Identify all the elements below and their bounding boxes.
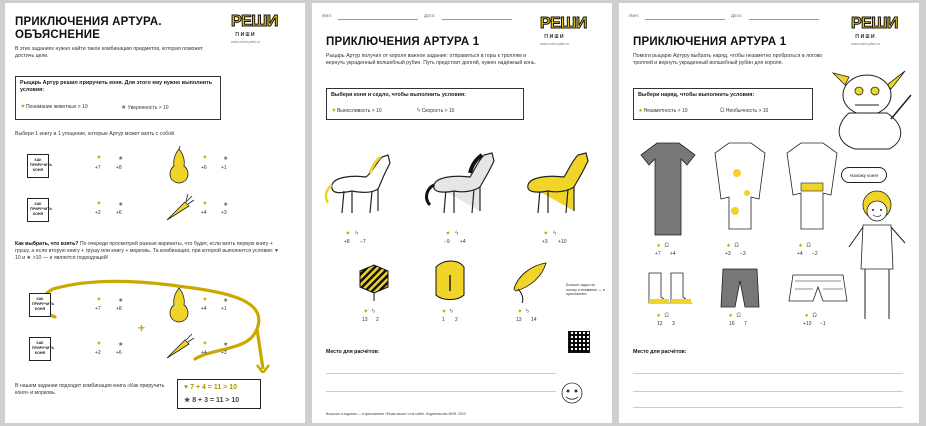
- heart-icon: ♥: [346, 231, 350, 237]
- ex-carrot-heart: +4: [201, 350, 207, 356]
- saddle-1-heart: 13: [362, 317, 368, 323]
- stealth-icon: ♠: [657, 243, 661, 249]
- calc-title: Место для расчётов:: [326, 349, 380, 355]
- condition-1-text: Понимание животных > 10: [25, 104, 88, 110]
- lightning-icon: ϟ: [371, 309, 375, 315]
- heart-icon: ♥: [446, 231, 450, 237]
- book-star-value: +8: [116, 165, 122, 171]
- lightning-icon: ϟ: [455, 231, 459, 237]
- horse-yellow-image: [516, 147, 600, 225]
- heart-icon: ♥: [332, 108, 336, 114]
- qr-code[interactable]: [568, 331, 590, 353]
- condition-title: Выбери наряд, чтобы выполнить условия:: [638, 92, 755, 98]
- logo: [540, 15, 592, 49]
- stealth-icon: ♠: [727, 243, 731, 249]
- pear-star-value: +1: [221, 165, 227, 171]
- path-arrow: [35, 277, 285, 373]
- saddle-3-speed: 14: [531, 317, 537, 323]
- date-label: Дата:: [731, 13, 743, 18]
- heart-icon: ♥: [442, 309, 446, 315]
- footer-text: Вопросы и задания — в приложении «Реши-пиши» и на сайте. Издательство МИФ. 2023: [326, 412, 466, 416]
- condition-1: [21, 104, 88, 110]
- horse-1-stats: [346, 231, 358, 237]
- top-3-stealth: +4: [797, 251, 803, 257]
- logo-site: www.reshi-pishi.ru: [540, 42, 570, 46]
- stealth-icon: ♠: [657, 313, 661, 319]
- ex-carrot-star: +3: [221, 350, 227, 356]
- date-line[interactable]: [442, 19, 512, 20]
- condition-1-text: Выносливость > 10: [336, 108, 382, 114]
- speech-bubble: Нахожу коня!: [841, 167, 887, 183]
- dark-trousers-image: [717, 267, 763, 311]
- logo-bottom: пиши: [544, 32, 565, 40]
- formula-star: ★ 8 + 3 = 11 > 10: [184, 397, 240, 404]
- saddle-feather-image: [508, 259, 552, 305]
- lightning-icon: ϟ: [355, 231, 359, 237]
- intro-text: Помоги рыцарю Артуру выбрать наряд, чтобы незаметно пробраться в логово троллей и вернуть украденный волшебный рубин для короля.: [633, 53, 823, 66]
- condition-2-text: Уверенность > 10: [127, 105, 169, 111]
- book-image: [29, 293, 55, 317]
- book-heart-value: +7: [95, 165, 101, 171]
- bottom-2-stealth: 16: [729, 321, 735, 327]
- logo-top: РЕШИ: [851, 15, 898, 32]
- name-line[interactable]: [338, 19, 418, 20]
- bottom-3-stealth: +10: [803, 321, 812, 327]
- top-1-stealth: +7: [655, 251, 661, 257]
- calc-line[interactable]: [326, 373, 556, 374]
- bottom-1-stealth: 12: [657, 321, 663, 327]
- saddle-yellow-image: [430, 257, 470, 305]
- horse-1-speed: −7: [360, 239, 366, 245]
- star-icon: ★: [118, 156, 124, 162]
- calc-title: Место для расчётов:: [633, 349, 687, 355]
- horse-2-heart: −9: [444, 239, 450, 245]
- page-title: ПРИКЛЮЧЕНИЯ АРТУРА.: [15, 16, 162, 28]
- stealth-icon: ♠: [729, 313, 733, 319]
- horse-3-stats: [544, 231, 556, 237]
- app-promo-text: Больше задач на логику и внимание — в приложении: [566, 283, 605, 296]
- condition-2-text: Скорость > 10: [421, 108, 455, 114]
- ex-book2-heart: +2: [95, 350, 101, 356]
- top-2-stats: [727, 243, 739, 249]
- unusual-icon: Ω: [720, 108, 725, 114]
- unusual-icon: Ω: [812, 313, 817, 319]
- ex-pear-heart: +4: [201, 306, 207, 312]
- star-icon: ★: [223, 156, 229, 162]
- heart-icon: ♥: [97, 201, 101, 207]
- striped-shorts-image: [787, 271, 849, 309]
- logo: [231, 13, 283, 47]
- how-title: Как выбрать, что взять?: [15, 241, 79, 247]
- pear-image: [165, 146, 193, 186]
- heart-icon: ♥: [203, 201, 207, 207]
- top-3-unusual: −2: [812, 251, 818, 257]
- condition-1-text: Незаметность > 10: [643, 108, 688, 114]
- stealth-icon: ♠: [799, 243, 803, 249]
- star-icon: ★: [223, 342, 229, 348]
- condition-1: [639, 108, 687, 114]
- condition-title: Рыцарь Артур решил приручить коня. Для этого ему нужно выполнить условия:: [20, 80, 213, 93]
- star-icon: ★: [118, 298, 124, 304]
- stealth-icon: ♠: [805, 313, 809, 319]
- carrot-heart-value: +4: [201, 210, 207, 216]
- bottom-2-unusual: 7: [744, 321, 747, 327]
- logo-top: РЕШИ: [231, 13, 278, 30]
- lightning-icon: ϟ: [525, 309, 529, 315]
- heart-icon: ♥: [364, 309, 368, 315]
- saddle-3-stats: [518, 309, 529, 315]
- star-icon: ★: [223, 298, 229, 304]
- pear-image: [165, 285, 193, 325]
- unusual-icon: Ω: [734, 243, 739, 249]
- stat-pair: ♥: [97, 155, 101, 161]
- ex-book-heart: +7: [95, 306, 101, 312]
- saddle-1-speed: 2: [376, 317, 379, 323]
- boots-image: [643, 269, 693, 309]
- condition-2: [121, 104, 169, 111]
- top-2-unusual: −3: [740, 251, 746, 257]
- star-icon: ★: [121, 105, 127, 111]
- condition-2: [720, 108, 768, 114]
- ex-book-star: +8: [116, 306, 122, 312]
- condition-1: [332, 108, 382, 114]
- heart-icon: ♥: [203, 155, 207, 161]
- logo-top: РЕШИ: [540, 15, 587, 32]
- horse-grey-image: [420, 145, 504, 225]
- book-title: КАК ПРИРУЧИТЬ КОНЯ: [30, 202, 53, 216]
- top-2-stealth: +3: [725, 251, 731, 257]
- boy-image: [841, 187, 913, 327]
- logo-bottom: пиши: [855, 32, 876, 40]
- condition-title: Выбери коня и седло, чтобы выполнить условия:: [331, 92, 466, 98]
- book-title: КАК ПРИРУЧИТЬ КОНЯ: [30, 158, 53, 172]
- unusual-icon: Ω: [664, 243, 669, 249]
- horse-2-speed: +4: [460, 239, 466, 245]
- carrot-star-value: +3: [221, 210, 227, 216]
- saddle-2-stats: [442, 309, 453, 315]
- worksheet-outfit: [619, 3, 919, 423]
- book-title: КАК ПРИРУЧИТЬ КОНЯ: [32, 341, 55, 355]
- condition-2-text: Необычность > 10: [725, 108, 769, 114]
- how-text: По очереди просмотрей разные варианты, что будет, если взять первую книгу + грушу, а если вторую книгу + грушу или книгу + морковь. Та комбинация, при которой выполнится условие: ♥ 10 и ★ >10 — и является подходящей!: [15, 241, 278, 261]
- condition-2: [417, 108, 454, 114]
- saddle-2-heart: 1: [442, 317, 445, 323]
- bottom-1-stats: [657, 313, 669, 319]
- troll-doodle-image: [552, 379, 594, 409]
- troll-image: [825, 55, 915, 151]
- how-section: [15, 241, 285, 262]
- choose-text: Выбери 1 книгу и 1 угощение, которые Артур может взять с собой.: [15, 131, 176, 137]
- book-image: [29, 337, 55, 361]
- book-image: [27, 198, 53, 222]
- logo: [851, 15, 903, 49]
- ex-book2-star: +6: [116, 350, 122, 356]
- page-title: ПРИКЛЮЧЕНИЯ АРТУРА 1: [633, 36, 787, 48]
- heart-icon: ♥: [518, 309, 522, 315]
- heart-icon: ♥: [97, 297, 101, 303]
- calc-line[interactable]: [633, 407, 903, 408]
- plus-sign: +: [138, 321, 146, 335]
- horse-3-speed: +10: [558, 239, 567, 245]
- formula-heart: ♥ 7 + 4 = 11 > 10: [184, 384, 238, 391]
- bottom-1-unusual: 3: [672, 321, 675, 327]
- worksheet-explanation: [5, 3, 305, 423]
- stealth-icon: ♠: [639, 108, 643, 114]
- answer-text: В нашем задании подходит комбинация книга «Как приручить коня» и морковь.: [15, 383, 165, 396]
- ex-pear-star: +1: [221, 306, 227, 312]
- calc-line[interactable]: [326, 391, 556, 392]
- bottom-2-stats: [729, 313, 741, 319]
- book2-heart-value: +2: [95, 210, 101, 216]
- name-line[interactable]: [645, 19, 725, 20]
- book-title: КАК ПРИРУЧИТЬ КОНЯ: [32, 297, 55, 311]
- condition-box: [15, 76, 221, 120]
- bottom-3-stats: [805, 313, 817, 319]
- horse-white-image: [322, 149, 402, 225]
- lightning-icon: ϟ: [417, 108, 421, 114]
- intro-text: В этих заданиях нужно найти такое комбинацию предметов, которая поможет достичь цели.: [15, 46, 203, 59]
- top-1-unusual: +4: [670, 251, 676, 257]
- heart-icon: ♥: [544, 231, 548, 237]
- condition-box: [326, 88, 524, 120]
- intro-text: Рыцарь Артур получил от короля важное задание: отправиться в горы к троллям и вернуть украденный волшебный рубин. Путь предстоит долгий, нужен надёжный конь.: [326, 53, 536, 66]
- bottom-3-unusual: −1: [820, 321, 826, 327]
- book-image: [27, 154, 53, 178]
- page-subtitle: ОБЪЯСНЕНИЕ: [15, 29, 101, 41]
- worksheet-horse: [312, 3, 612, 423]
- condition-box: [633, 88, 813, 120]
- star-icon: ★: [118, 342, 124, 348]
- saddle-striped-image: [356, 263, 392, 303]
- dark-costume-image: [639, 139, 697, 239]
- page-title: ПРИКЛЮЧЕНИЯ АРТУРА 1: [326, 36, 480, 48]
- star-icon: ★: [118, 202, 124, 208]
- heart-icon: ♥: [203, 297, 207, 303]
- logo-site: www.reshi-pishi.ru: [231, 40, 261, 44]
- formula-box: [177, 379, 261, 409]
- book2-star-value: +6: [116, 210, 122, 216]
- saddle-3-heart: 13: [516, 317, 522, 323]
- star-icon: ★: [223, 202, 229, 208]
- pear-heart-value: +6: [201, 165, 207, 171]
- heart-icon: ♥: [203, 341, 207, 347]
- saddle-1-stats: [364, 309, 375, 315]
- date-line[interactable]: [749, 19, 819, 20]
- date-label: Дата:: [424, 13, 436, 18]
- lightning-icon: ϟ: [449, 309, 453, 315]
- logo-bottom: пиши: [235, 30, 256, 38]
- horse-3-heart: +3: [542, 239, 548, 245]
- pajama-top-image: [711, 139, 769, 235]
- heart-icon: ♥: [97, 341, 101, 347]
- name-label: Имя:: [629, 13, 640, 18]
- carrot-image: [163, 193, 195, 223]
- unusual-icon: Ω: [664, 313, 669, 319]
- unusual-icon: Ω: [806, 243, 811, 249]
- heart-icon: ♥: [21, 104, 25, 110]
- name-label: Имя:: [322, 13, 333, 18]
- top-1-stats: [657, 243, 669, 249]
- unusual-icon: Ω: [736, 313, 741, 319]
- carrot-image: [163, 331, 195, 361]
- horse-2-stats: [446, 231, 458, 237]
- top-3-stats: [799, 243, 811, 249]
- logo-site: www.reshi-pishi.ru: [851, 42, 881, 46]
- horse-1-heart: +8: [344, 239, 350, 245]
- calc-line[interactable]: [633, 391, 903, 392]
- saddle-2-speed: 2: [455, 317, 458, 323]
- belted-top-image: [783, 139, 841, 235]
- calc-line[interactable]: [633, 373, 903, 374]
- lightning-icon: ϟ: [553, 231, 557, 237]
